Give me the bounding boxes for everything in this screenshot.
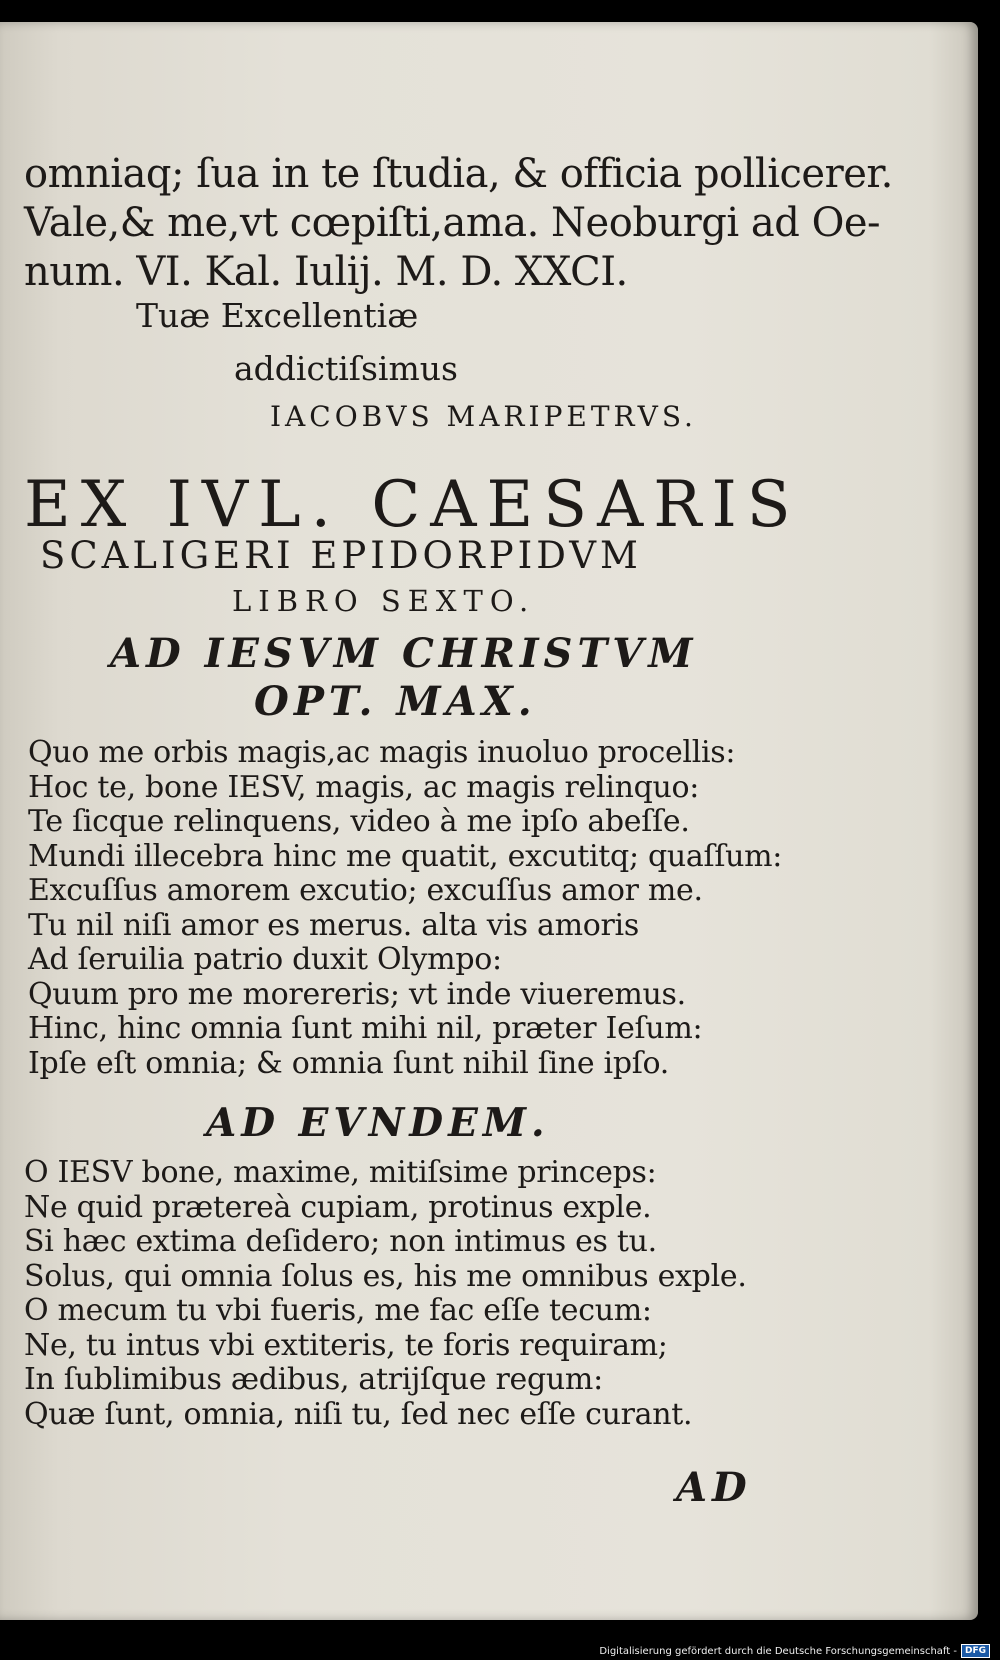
verse-line: Ipſe eſt omnia; & omnia ſunt nihil ſine ipſo. — [28, 1045, 670, 1081]
verse-line: Quæ ſunt, omnia, niſi tu, ſed nec eſſe curant. — [24, 1396, 693, 1432]
poem2-body — [24, 1156, 747, 1432]
poem2-title: AD EVNDEM. — [206, 1100, 550, 1146]
subscription-line-1: Tuæ Excellentiæ — [136, 296, 419, 335]
letter-line: Vale,& me,vt cœpiſti,ama. Neoburgi ad Oe- — [24, 200, 881, 246]
dfg-logo-icon: DFG — [961, 1644, 990, 1658]
poem1-body — [28, 736, 782, 1081]
funding-footer — [599, 1644, 990, 1658]
verse-line: O mecum tu vbi fueris, me fac eſſe tecum: — [24, 1293, 652, 1328]
letter-closing — [24, 150, 893, 297]
footer-text: Digitalisierung gefördert durch die Deutsche Forschungsgemeinschaft - — [599, 1645, 957, 1657]
poem1-title-line-1: AD IESVM CHRISTVM — [110, 630, 698, 677]
verse-line: Si hæc extima deſidero; non intimus es tu. — [24, 1224, 657, 1259]
verse-line: Te ſicque relinquens, video à me ipſo abeſſe. — [28, 804, 690, 839]
poem1-title-line-2: OPT. MAX. — [254, 678, 537, 725]
verse-line: Hinc, hinc omnia ſunt mihi nil, præter Ieſum: — [28, 1011, 703, 1046]
heading-book: LIBRO SEXTO. — [232, 584, 536, 618]
letter-line: omniaq; ſua in te ſtudia, & officia pollicerer. — [24, 151, 893, 197]
verse-line: In ſublimibus ædibus, atrijſque regum: — [24, 1362, 603, 1397]
verse-line: Mundi illecebra hinc me quatit, excutitq; quaſſum: — [28, 838, 783, 874]
book-page — [0, 22, 978, 1620]
verse-line: O IESV bone, maxime, mitiſsime princeps: — [24, 1155, 657, 1190]
verse-line: Quo me orbis magis,ac magis inuoluo procellis: — [28, 735, 736, 770]
verse-line: Ad ſeruilia patrio duxit Olympo: — [28, 942, 502, 977]
verse-line: Hoc te, bone IESV, magis, ac magis relinquo: — [28, 769, 700, 805]
heading-title: EX IVL. CAESARIS — [24, 468, 801, 542]
signature: IACOBVS MARIPETRVS. — [270, 400, 697, 433]
verse-line: Quum pro me morereris; vt inde viueremus. — [28, 976, 686, 1012]
subscription-line-2: addictiſsimus — [234, 349, 458, 388]
verse-line: Excuſſus amorem excutio; excuſſus amor me. — [28, 873, 703, 908]
verse-line: Solus, qui omnia ſolus es, his me omnibus exple. — [24, 1258, 747, 1294]
heading-subtitle: SCALIGERI EPIDORPIDVM — [40, 534, 642, 577]
letter-line: num. VI. Kal. Iulij. M. D. XXCI. — [24, 249, 628, 295]
verse-line: Tu nil niſi amor es merus. alta vis amoris — [28, 907, 639, 943]
catchword: AD — [676, 1464, 752, 1511]
verse-line: Ne quid prætereà cupiam, protinus exple. — [24, 1189, 652, 1225]
verse-line: Ne, tu intus vbi extiteris, te foris requiram; — [24, 1327, 668, 1363]
